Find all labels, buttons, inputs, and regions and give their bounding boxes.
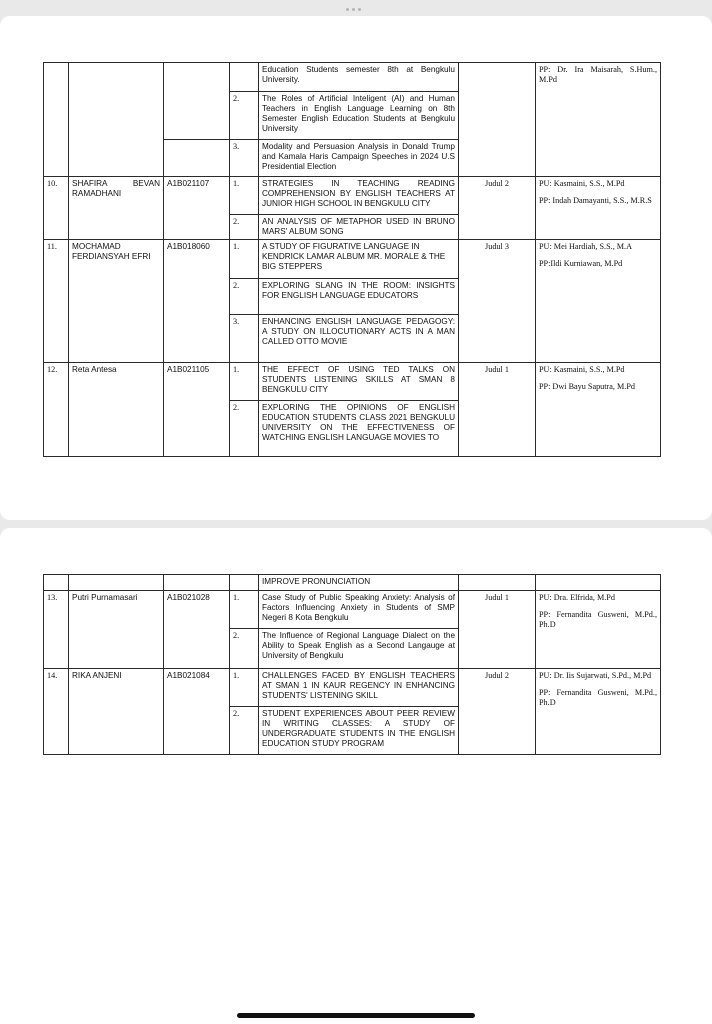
student-id: [164, 63, 230, 140]
option-number: 2.: [230, 279, 259, 315]
supervisor-line: PU: Kasmaini, S.S., M.Pd: [539, 365, 625, 374]
student-name: Putri Purnamasari: [69, 591, 164, 669]
drag-handle-icon[interactable]: [346, 8, 361, 11]
table-row: [44, 669, 661, 707]
row-number: 11.: [44, 240, 69, 363]
row-number: [44, 63, 69, 177]
thesis-title: THE EFFECT OF USING TED TALKS ON STUDENTS LISTENING SKILLS AT SMAN 8 BENGKULU CITY: [259, 363, 459, 401]
row-number: 12.: [44, 363, 69, 457]
supervisors: [536, 591, 661, 669]
thesis-title: AN ANALYSIS OF METAPHOR USED IN BRUNO MARS' ALBUM SONG: [259, 215, 459, 240]
row-number: 10.: [44, 177, 69, 240]
option-number: [230, 575, 259, 591]
supervisor-line: PP: Fernandita Gusweni, M.Pd., Ph.D: [539, 610, 657, 629]
supervisor-line: PU: Dr. Iis Sujarwati, S.Pd., M.Pd: [539, 671, 652, 680]
thesis-title: A STUDY OF FIGURATIVE LANGUAGE IN KENDRICK LAMAR ALBUM MR. MORALE & THE BIG STEPPERS: [259, 240, 459, 279]
thesis-title: IMPROVE PRONUNCIATION: [259, 575, 459, 591]
supervisor-line: PP: Dwi Bayu Saputra, M.Pd: [539, 382, 635, 391]
student-id: A1B021105: [164, 363, 230, 457]
option-number: 1.: [230, 363, 259, 401]
option-number: 1.: [230, 669, 259, 707]
supervisors: [536, 63, 661, 177]
supervisors: [536, 177, 661, 240]
thesis-title-table: [43, 62, 661, 457]
option-number: 1.: [230, 240, 259, 279]
student-id: A1B021084: [164, 669, 230, 755]
home-indicator[interactable]: [237, 1013, 475, 1018]
thesis-title: STRATEGIES IN TEACHING READING COMPREHENSION BY ENGLISH TEACHERS AT JUNIOR HIGH SCHOOL IN BENGKULU CITY: [259, 177, 459, 215]
supervisor-line: PP:Ildi Kurniawan, M.Pd: [539, 259, 623, 268]
supervisor-line: PP: Dr. Ira Maisarah, S.Hum., M.Pd: [539, 65, 657, 84]
supervisors: [536, 240, 661, 363]
thesis-title: The Influence of Regional Language Dialect on the Ability to Speak English as a Second Langauge at University of Bengkulu: [259, 629, 459, 669]
supervisor-line: PU: Dra. Elfrida, M.Pd: [539, 593, 615, 602]
selected-title: [459, 63, 536, 177]
student-id: A1B021028: [164, 591, 230, 669]
option-number: 1.: [230, 177, 259, 215]
student-id-blank: [164, 140, 230, 177]
student-name: RIKA ANJENI: [69, 669, 164, 755]
selected-title: Judul 2: [459, 177, 536, 240]
supervisor-line: PU: Mei Hardiah, S.S., M.A: [539, 242, 633, 251]
option-number: 3.: [230, 140, 259, 177]
student-name: [69, 63, 164, 177]
selected-title: Judul 3: [459, 240, 536, 363]
supervisor-line: PP: Fernandita Gusweni, M.Pd., Ph.D: [539, 688, 657, 707]
table-row: [44, 591, 661, 629]
thesis-title: ENHANCING ENGLISH LANGUAGE PEDAGOGY: A STUDY ON ILLOCUTIONARY ACTS IN A MAN CALLED OTTO MOVIE: [259, 315, 459, 363]
thesis-title: EXPLORING THE OPINIONS OF ENGLISH EDUCATION STUDENTS CLASS 2021 BENGKULU UNIVERSITY ON THE EFFECTIVENESS OF WATCHING ENGLISH LANGUAGE MOVIES TO: [259, 401, 459, 457]
thesis-title: Modality and Persuasion Analysis in Donald Trump and Kamala Haris Campaign Speeches in 2024 U.S Presidential Election: [259, 140, 459, 177]
option-number: [230, 63, 259, 92]
selected-title: Judul 2: [459, 669, 536, 755]
table-row: [44, 177, 661, 215]
student-id: A1B021107: [164, 177, 230, 240]
thesis-title: EXPLORING SLANG IN THE ROOM: INSIGHTS FOR ENGLISH LANGUAGE EDUCATORS: [259, 279, 459, 315]
thesis-title: CHALLENGES FACED BY ENGLISH TEACHERS AT SMAN 1 IN KAUR REGENCY IN ENHANCING STUDENTS' LISTENING SKILL: [259, 669, 459, 707]
thesis-title: STUDENT EXPERIENCES ABOUT PEER REVIEW IN WRITING CLASSES: A STUDY OF UNDERGRADUATE STUDENTS IN THE ENGLISH EDUCATION STUDY PROGRAM: [259, 707, 459, 755]
supervisors: [536, 363, 661, 457]
table-row: [44, 240, 661, 279]
option-number: 2.: [230, 92, 259, 140]
table-row: [44, 575, 661, 591]
student-name: MOCHAMAD FERDIANSYAH EFRI: [69, 240, 164, 363]
option-number: 2.: [230, 629, 259, 669]
supervisor-line: PP: Indah Damayanti, S.S., M.R.S: [539, 196, 652, 205]
option-number: 2.: [230, 215, 259, 240]
thesis-title: Education Students semester 8th at Bengkulu University.: [259, 63, 459, 92]
row-number: 13.: [44, 591, 69, 669]
option-number: 2.: [230, 401, 259, 457]
thesis-title: Case Study of Public Speaking Anxiety: Analysis of Factors Influencing Anxiety in Students of SMP Negeri 8 Kota Bengkulu: [259, 591, 459, 629]
selected-title: Judul 1: [459, 591, 536, 669]
student-name: [69, 575, 164, 591]
thesis-title: The Roles of Artificial Inteligent (AI) and Human Teachers in English Language Learning on 8th Semester English Education Students at Bengkulu University: [259, 92, 459, 140]
table-row: [44, 63, 661, 92]
selected-title: [459, 575, 536, 591]
option-number: 1.: [230, 591, 259, 629]
table-row: [44, 363, 661, 401]
document-page-2: [0, 528, 712, 1024]
option-number: 3.: [230, 315, 259, 363]
supervisor-line: PU: Kasmaini, S.S., M.Pd: [539, 179, 625, 188]
student-name: SHAFIRA BEVAN RAMADHANI: [69, 177, 164, 240]
option-number: 2.: [230, 707, 259, 755]
document-page-1: [0, 16, 712, 520]
supervisors: [536, 575, 661, 591]
row-number: [44, 575, 69, 591]
thesis-title-table: [43, 574, 661, 755]
student-id: A1B018060: [164, 240, 230, 363]
selected-title: Judul 1: [459, 363, 536, 457]
row-number: 14.: [44, 669, 69, 755]
supervisors: [536, 669, 661, 755]
student-id: [164, 575, 230, 591]
student-name: Reta Antesa: [69, 363, 164, 457]
